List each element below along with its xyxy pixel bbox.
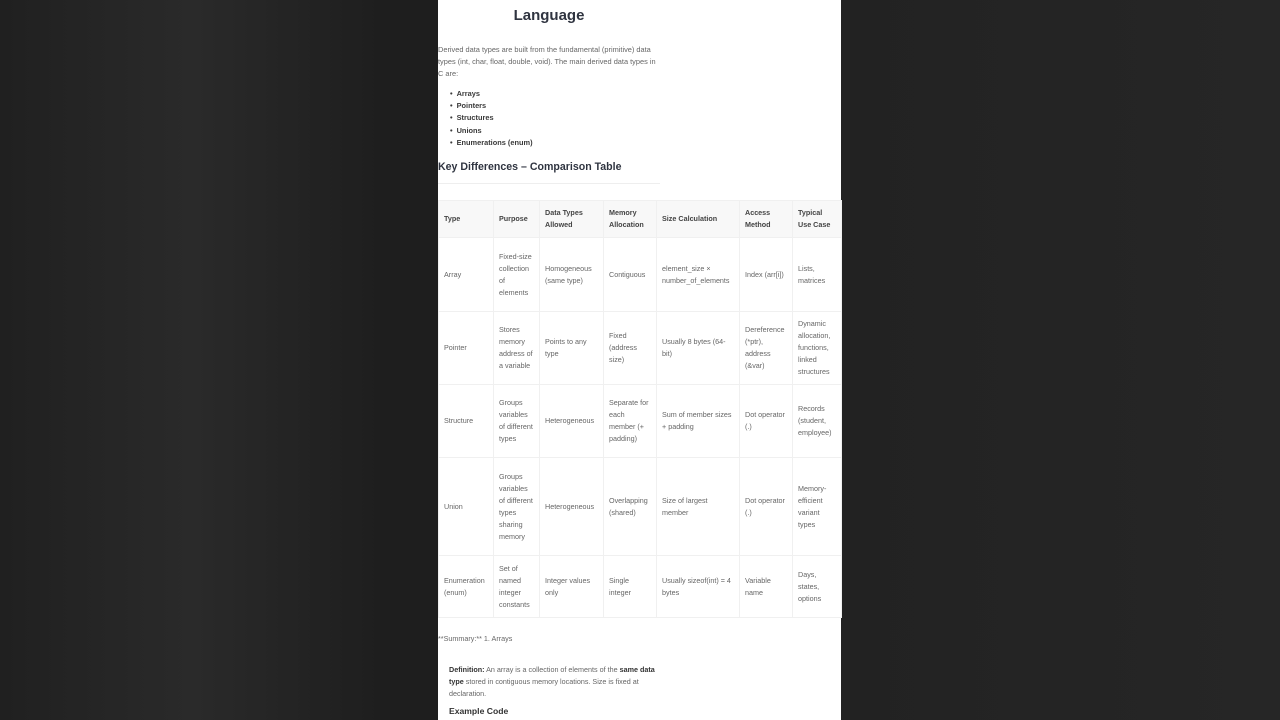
column-header: Typical Use Case — [793, 201, 842, 238]
table-cell: Sum of member sizes + padding — [657, 385, 740, 458]
table-cell: Single integer — [604, 556, 657, 618]
intro-paragraph: Derived data types are built from the fundamental (primitive) data types (int, char, float, double, void). The main derived data types in C are: — [438, 45, 656, 78]
comparison-table — [438, 200, 842, 618]
table-cell: Homogeneous (same type) — [540, 238, 604, 312]
list-item: • Enumerations (enum) — [450, 137, 841, 149]
table-cell: Dot operator (.) — [740, 458, 793, 556]
table-cell: Dynamic allocation, functions, linked structures — [793, 312, 842, 385]
summary-text: **Summary:** 1. Arrays — [438, 634, 513, 644]
table-cell: Memory-efficient variant types — [793, 458, 842, 556]
table-cell: Dereference (*ptr), address (&var) — [740, 312, 793, 385]
table-cell: Groups variables of different types sharing memory — [494, 458, 540, 556]
column-header: Data Types Allowed — [540, 201, 604, 238]
table-cell: Fixed-size collection of elements — [494, 238, 540, 312]
table-cell: Size of largest member — [657, 458, 740, 556]
table-header-row — [439, 201, 842, 238]
table-row — [439, 556, 842, 618]
table-cell: Overlapping (shared) — [604, 458, 657, 556]
table-cell: element_size × number_of_elements — [657, 238, 740, 312]
table-cell: Fixed (address size) — [604, 312, 657, 385]
page-title: Language — [513, 7, 585, 24]
table-cell: Heterogeneous — [540, 385, 604, 458]
column-header: Size Calculation — [657, 201, 740, 238]
column-header: Type — [439, 201, 494, 238]
list-item: • Structures — [450, 112, 841, 124]
definition-text: An array is a collection of elements of the — [484, 665, 620, 675]
list-item: • Pointers — [450, 100, 841, 112]
table-cell: Lists, matrices — [793, 238, 842, 312]
table-row — [439, 238, 842, 312]
definition-paragraph — [449, 664, 664, 701]
column-header: Access Method — [740, 201, 793, 238]
table-cell: Stores memory address of a variable — [494, 312, 540, 385]
table-cell: Contiguous — [604, 238, 657, 312]
section-heading: Key Differences – Comparison Table — [438, 161, 622, 174]
table-row — [439, 385, 842, 458]
column-header: Memory Allocation — [604, 201, 657, 238]
table-cell: Array — [439, 238, 494, 312]
table-cell: Variable name — [740, 556, 793, 618]
article-panel — [438, 0, 841, 720]
table-cell: Usually 8 bytes (64-bit) — [657, 312, 740, 385]
definition-bold: same data type — [449, 665, 655, 687]
table-cell: Usually sizeof(int) = 4 bytes — [657, 556, 740, 618]
example-code-heading: Example Code — [449, 705, 509, 716]
table-cell: Union — [439, 458, 494, 556]
table-cell: Separate for each member (+ padding) — [604, 385, 657, 458]
table-cell: Pointer — [439, 312, 494, 385]
table-cell: Groups variables of different types — [494, 385, 540, 458]
column-header: Purpose — [494, 201, 540, 238]
table-cell: Points to any type — [540, 312, 604, 385]
definition-label: Definition: — [449, 665, 485, 675]
table-cell: Set of named integer constants — [494, 556, 540, 618]
table-cell: Structure — [439, 385, 494, 458]
list-item: • Arrays — [450, 88, 841, 100]
derived-types-list — [450, 88, 841, 149]
definition-text-end: stored in contiguous memory locations. Size is fixed at declaration. — [449, 677, 639, 699]
table-cell: Records (student, employee) — [793, 385, 842, 458]
list-item: • Unions — [450, 125, 841, 137]
table-cell: Days, states, options — [793, 556, 842, 618]
divider — [438, 183, 660, 184]
table-row — [439, 458, 842, 556]
table-cell: Enumeration (enum) — [439, 556, 494, 618]
table-row — [439, 312, 842, 385]
table-cell: Integer values only — [540, 556, 604, 618]
table-cell: Index (arr[i]) — [740, 238, 793, 312]
table-cell: Heterogeneous — [540, 458, 604, 556]
table-cell: Dot operator (.) — [740, 385, 793, 458]
